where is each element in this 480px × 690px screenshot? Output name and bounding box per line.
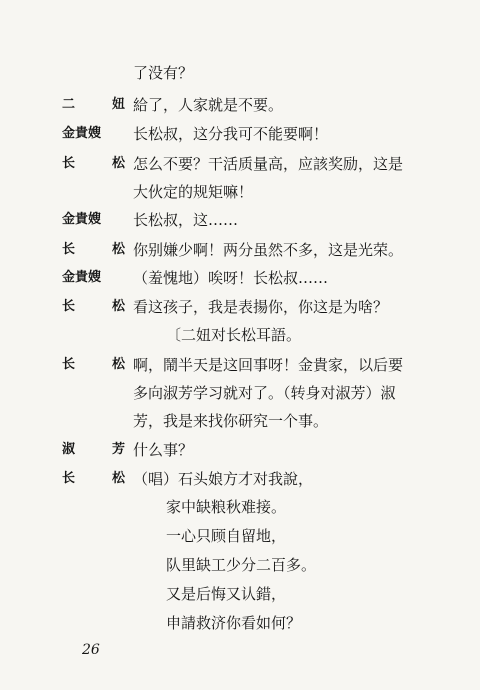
dialogue-line: 啊，鬧半天是这回事呀！金貴家，以后要 bbox=[133, 356, 404, 374]
speaker-name: 长 松 bbox=[62, 156, 138, 171]
dialogue-continuation: 芳，我是来找你研究一个事。 bbox=[133, 412, 329, 430]
dialogue-line: 长松叔，这分我可不能要啊！ bbox=[133, 125, 329, 143]
dialogue-line: 怎么不要？干活质量高，应該奖励，这是 bbox=[133, 155, 404, 173]
speaker-name: 长 松 bbox=[62, 357, 138, 372]
dialogue-line: 什么事？ bbox=[133, 441, 194, 459]
song-line: 队里缺工少分二百多。 bbox=[166, 556, 317, 574]
speaker-name: 淑 芳 bbox=[62, 442, 138, 457]
speaker-name: 长 松 bbox=[62, 299, 138, 314]
page-number: 26 bbox=[82, 642, 100, 658]
song-line: 申請救济你看如何？ bbox=[166, 614, 302, 632]
dialogue-line: 給了，人家就是不要。 bbox=[133, 96, 284, 114]
song-line: 家中缺粮秋难接。 bbox=[166, 498, 287, 516]
dialogue-line: 你别嫌少啊！两分虽然不多，这是光荣。 bbox=[133, 241, 404, 259]
dialogue-continuation: 了没有？ bbox=[133, 64, 194, 82]
song-line: 一心只顾自留地， bbox=[166, 527, 287, 545]
song-line: 又是后悔又认錯， bbox=[166, 585, 287, 603]
dialogue-continuation: 多向淑芳学习就对了。（转身对淑芳）淑 bbox=[133, 384, 396, 402]
dialogue-line: （唱）石头娘方才对我說， bbox=[133, 470, 314, 488]
speaker-name: 金貴嫂 bbox=[62, 212, 102, 227]
dialogue-continuation: 大伙定的规矩嘛！ bbox=[133, 183, 254, 201]
speaker-name: 长 松 bbox=[62, 471, 138, 486]
stage-direction: 〔二妞对长松耳語。 bbox=[166, 326, 302, 344]
speaker-name: 长 松 bbox=[62, 242, 138, 257]
dialogue-line: 长松叔，这…… bbox=[133, 211, 239, 229]
speaker-name: 金貴嫂 bbox=[62, 270, 102, 285]
speaker-name: 金貴嫂 bbox=[62, 126, 102, 141]
dialogue-line: （羞愧地）唉呀！长松叔…… bbox=[133, 269, 329, 287]
speaker-name: 二 妞 bbox=[62, 97, 138, 112]
dialogue-line: 看这孩子，我是表揚你，你这是为啥？ bbox=[133, 298, 389, 316]
